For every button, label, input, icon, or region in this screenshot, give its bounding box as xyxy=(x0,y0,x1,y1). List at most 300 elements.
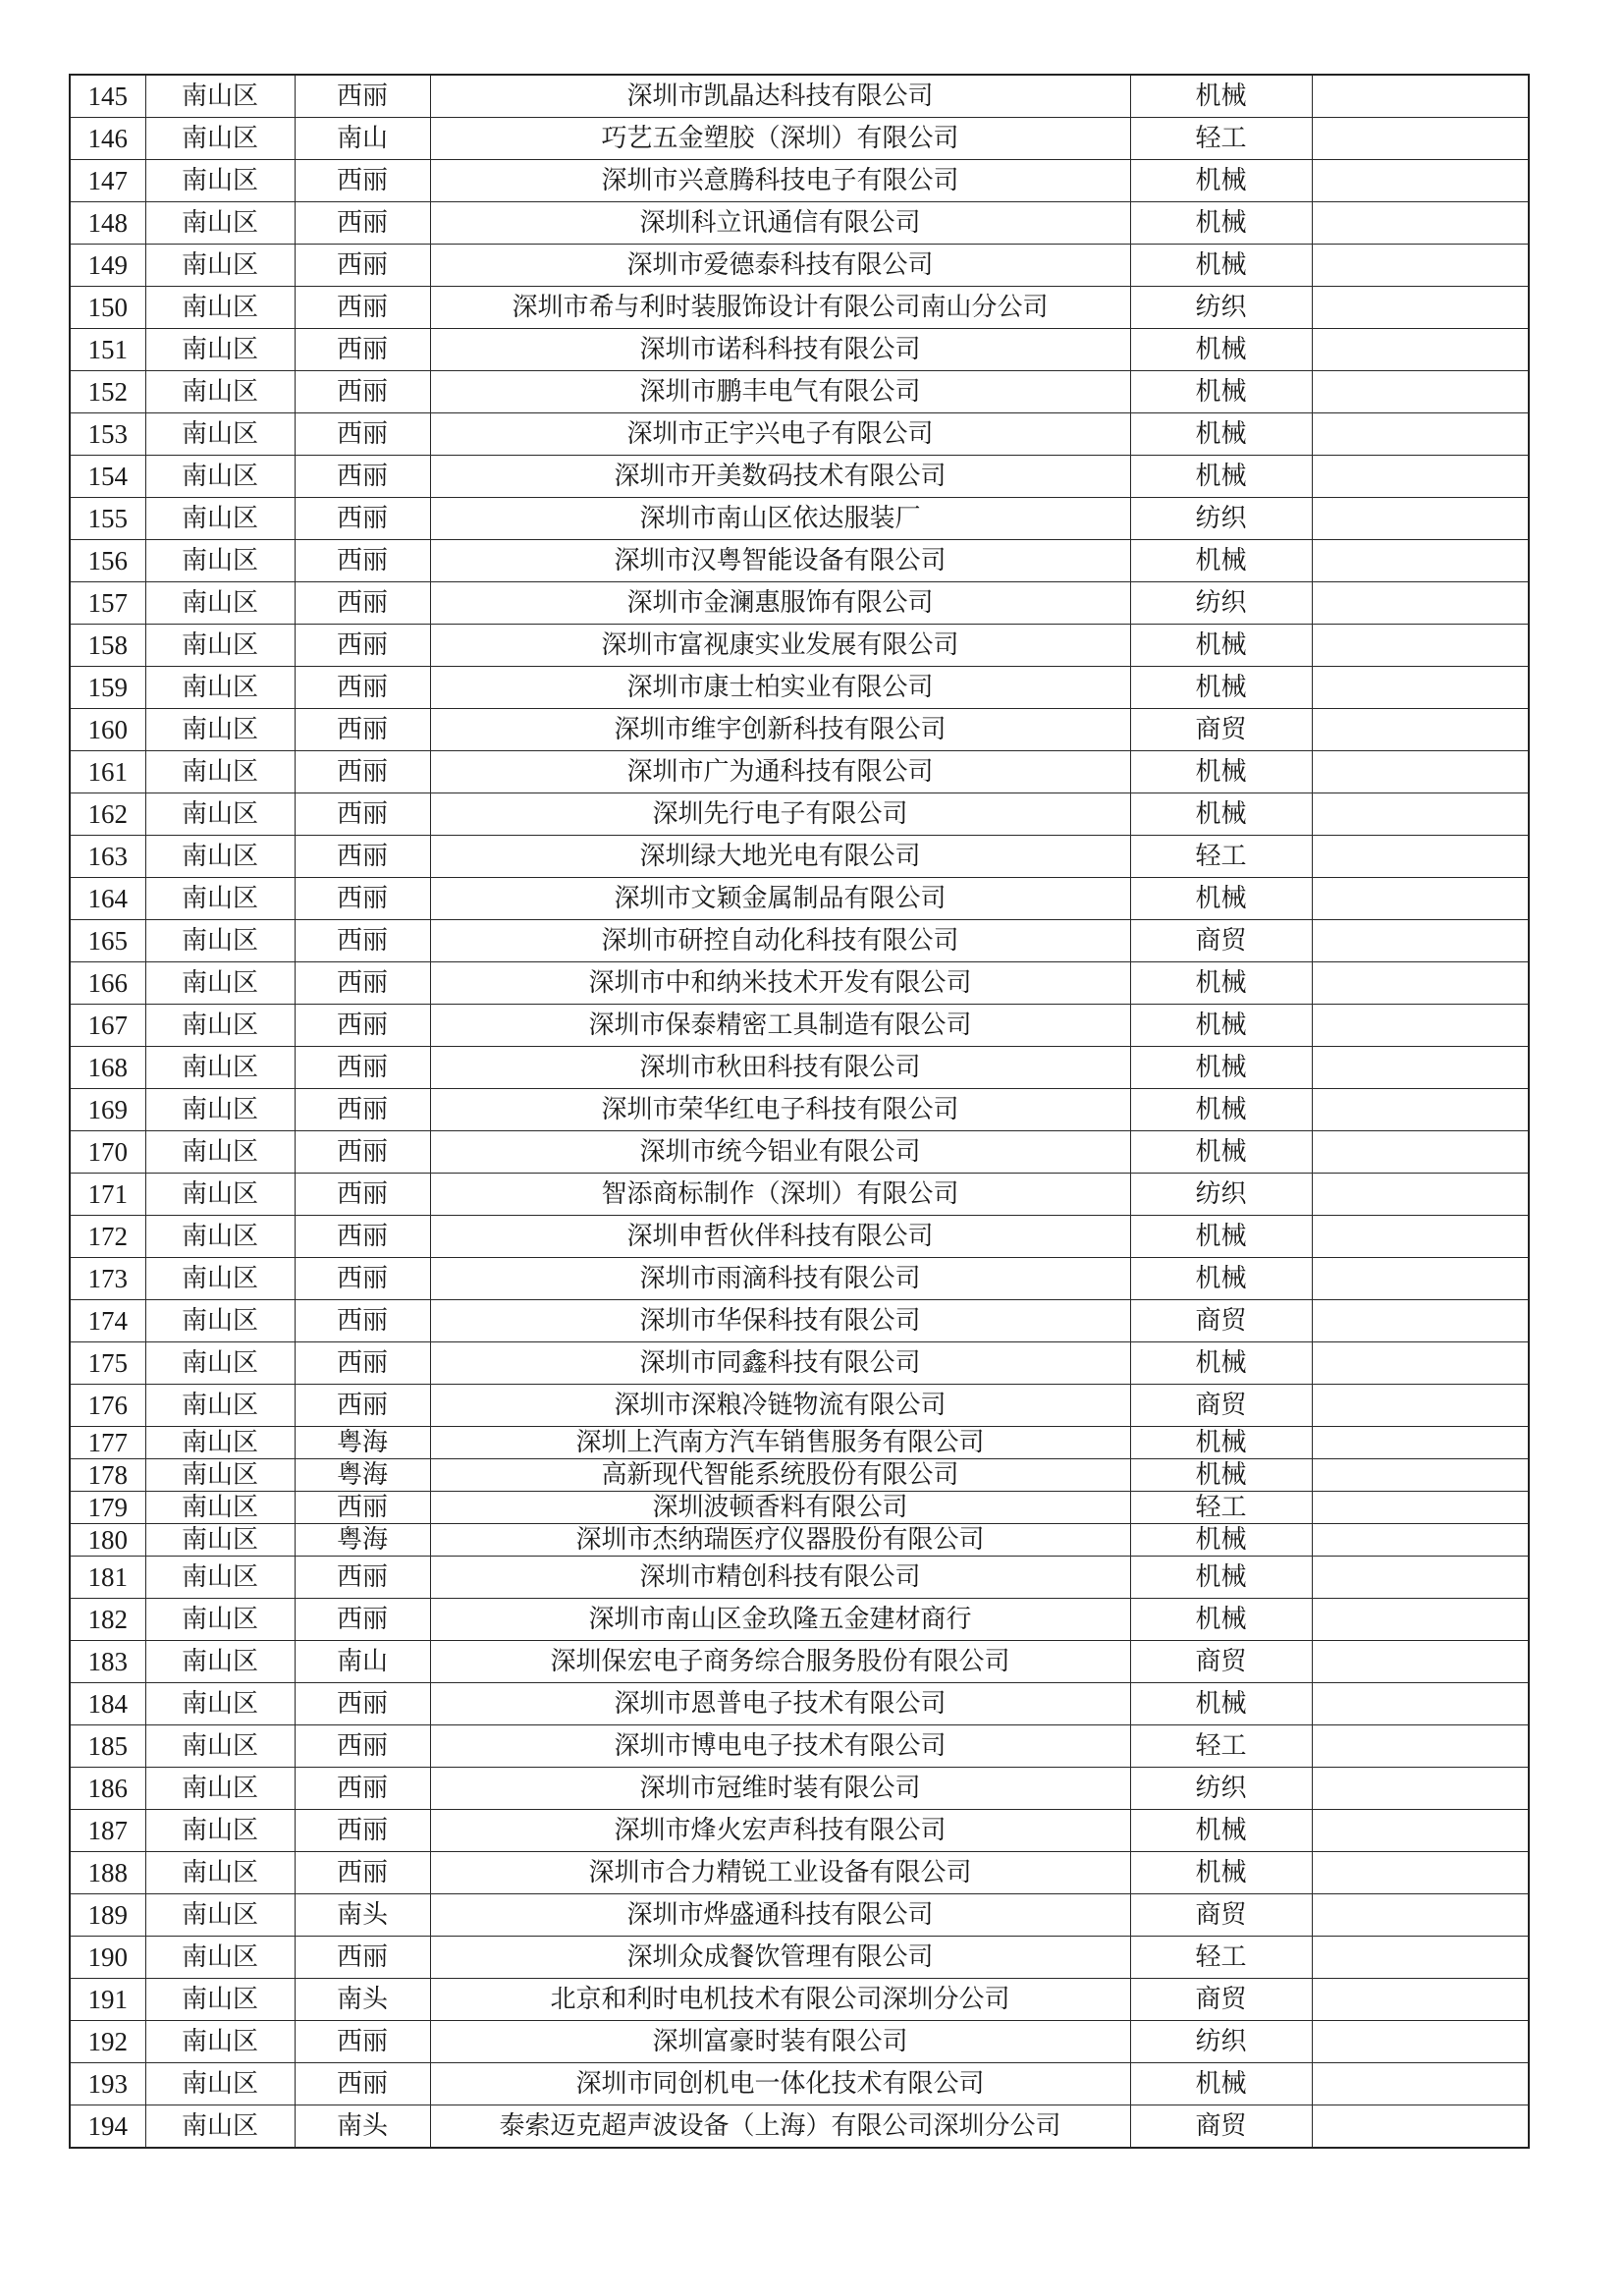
company-name-cell: 深圳市希与利时装服饰设计有限公司南山分公司 xyxy=(430,287,1130,329)
table-row xyxy=(70,1427,1529,1459)
street-cell: 西丽 xyxy=(295,1810,430,1852)
industry-cell: 机械 xyxy=(1130,1047,1312,1089)
row-number: 190 xyxy=(70,1937,145,1979)
industry-cell: 机械 xyxy=(1130,1342,1312,1385)
row-number: 147 xyxy=(70,160,145,202)
district-cell: 南山区 xyxy=(145,1683,295,1725)
row-number: 152 xyxy=(70,371,145,413)
remark-cell xyxy=(1312,1005,1529,1047)
table-row xyxy=(70,709,1529,751)
street-cell: 西丽 xyxy=(295,962,430,1005)
table-row xyxy=(70,1174,1529,1216)
company-name-cell: 深圳保宏电子商务综合服务股份有限公司 xyxy=(430,1641,1130,1683)
row-number: 181 xyxy=(70,1557,145,1599)
street-cell: 西丽 xyxy=(295,836,430,878)
district-cell: 南山区 xyxy=(145,1258,295,1300)
table-row xyxy=(70,2063,1529,2105)
row-number: 191 xyxy=(70,1979,145,2021)
company-name-cell: 深圳市广为通科技有限公司 xyxy=(430,751,1130,793)
remark-cell xyxy=(1312,1174,1529,1216)
table-row xyxy=(70,1810,1529,1852)
table-row xyxy=(70,1089,1529,1131)
row-number: 145 xyxy=(70,75,145,118)
industry-cell: 机械 xyxy=(1130,540,1312,582)
district-cell: 南山区 xyxy=(145,413,295,456)
industry-cell: 机械 xyxy=(1130,1005,1312,1047)
row-number: 160 xyxy=(70,709,145,751)
row-number: 161 xyxy=(70,751,145,793)
company-name-cell: 深圳市汉粤智能设备有限公司 xyxy=(430,540,1130,582)
table-row xyxy=(70,1852,1529,1894)
industry-cell: 商贸 xyxy=(1130,709,1312,751)
remark-cell xyxy=(1312,1641,1529,1683)
street-cell: 西丽 xyxy=(295,1852,430,1894)
remark-cell xyxy=(1312,1258,1529,1300)
remark-cell xyxy=(1312,456,1529,498)
table-row xyxy=(70,1492,1529,1524)
district-cell: 南山区 xyxy=(145,1599,295,1641)
remark-cell xyxy=(1312,75,1529,118)
industry-cell: 机械 xyxy=(1130,1852,1312,1894)
district-cell: 南山区 xyxy=(145,1427,295,1459)
table-row xyxy=(70,160,1529,202)
row-number: 150 xyxy=(70,287,145,329)
table-row xyxy=(70,118,1529,160)
industry-cell: 机械 xyxy=(1130,667,1312,709)
table-row xyxy=(70,1300,1529,1342)
street-cell: 西丽 xyxy=(295,793,430,836)
industry-cell: 机械 xyxy=(1130,793,1312,836)
district-cell: 南山区 xyxy=(145,1492,295,1524)
remark-cell xyxy=(1312,245,1529,287)
row-number: 155 xyxy=(70,498,145,540)
industry-cell: 机械 xyxy=(1130,1524,1312,1557)
table-row xyxy=(70,540,1529,582)
district-cell: 南山区 xyxy=(145,540,295,582)
table-row xyxy=(70,498,1529,540)
table-row xyxy=(70,413,1529,456)
row-number: 186 xyxy=(70,1768,145,1810)
industry-cell: 轻工 xyxy=(1130,1937,1312,1979)
company-name-cell: 深圳市恩普电子技术有限公司 xyxy=(430,1683,1130,1725)
industry-cell: 机械 xyxy=(1130,878,1312,920)
district-cell: 南山区 xyxy=(145,1894,295,1937)
remark-cell xyxy=(1312,202,1529,245)
table-row xyxy=(70,1683,1529,1725)
remark-cell xyxy=(1312,329,1529,371)
company-name-cell: 深圳市精创科技有限公司 xyxy=(430,1557,1130,1599)
street-cell: 南山 xyxy=(295,1641,430,1683)
table-row xyxy=(70,1725,1529,1768)
company-name-cell: 深圳市鹏丰电气有限公司 xyxy=(430,371,1130,413)
street-cell: 西丽 xyxy=(295,1216,430,1258)
district-cell: 南山区 xyxy=(145,582,295,625)
company-name-cell: 深圳市合力精锐工业设备有限公司 xyxy=(430,1852,1130,1894)
industry-cell: 机械 xyxy=(1130,75,1312,118)
street-cell: 西丽 xyxy=(295,1683,430,1725)
remark-cell xyxy=(1312,1131,1529,1174)
industry-cell: 机械 xyxy=(1130,1810,1312,1852)
industry-cell: 纺织 xyxy=(1130,498,1312,540)
remark-cell xyxy=(1312,160,1529,202)
table-row xyxy=(70,1047,1529,1089)
company-name-cell: 深圳申哲伙伴科技有限公司 xyxy=(430,1216,1130,1258)
company-name-cell: 泰索迈克超声波设备（上海）有限公司深圳分公司 xyxy=(430,2105,1130,2149)
company-name-cell: 北京和利时电机技术有限公司深圳分公司 xyxy=(430,1979,1130,2021)
street-cell: 西丽 xyxy=(295,1258,430,1300)
company-name-cell: 高新现代智能系统股份有限公司 xyxy=(430,1459,1130,1492)
street-cell: 西丽 xyxy=(295,582,430,625)
remark-cell xyxy=(1312,920,1529,962)
industry-cell: 机械 xyxy=(1130,1258,1312,1300)
row-number: 156 xyxy=(70,540,145,582)
remark-cell xyxy=(1312,1810,1529,1852)
row-number: 148 xyxy=(70,202,145,245)
district-cell: 南山区 xyxy=(145,498,295,540)
industry-cell: 机械 xyxy=(1130,625,1312,667)
industry-cell: 机械 xyxy=(1130,245,1312,287)
remark-cell xyxy=(1312,1300,1529,1342)
company-name-cell: 深圳市烽火宏声科技有限公司 xyxy=(430,1810,1130,1852)
district-cell: 南山区 xyxy=(145,1300,295,1342)
row-number: 178 xyxy=(70,1459,145,1492)
district-cell: 南山区 xyxy=(145,920,295,962)
company-name-cell: 深圳市深粮冷链物流有限公司 xyxy=(430,1385,1130,1427)
street-cell: 西丽 xyxy=(295,1768,430,1810)
industry-cell: 机械 xyxy=(1130,1427,1312,1459)
industry-cell: 商贸 xyxy=(1130,1641,1312,1683)
street-cell: 西丽 xyxy=(295,1342,430,1385)
table-row xyxy=(70,878,1529,920)
district-cell: 南山区 xyxy=(145,75,295,118)
street-cell: 西丽 xyxy=(295,371,430,413)
company-name-cell: 深圳市冠维时装有限公司 xyxy=(430,1768,1130,1810)
remark-cell xyxy=(1312,1937,1529,1979)
industry-cell: 机械 xyxy=(1130,1131,1312,1174)
remark-cell xyxy=(1312,1216,1529,1258)
remark-cell xyxy=(1312,498,1529,540)
table-row xyxy=(70,1768,1529,1810)
street-cell: 南头 xyxy=(295,1894,430,1937)
remark-cell xyxy=(1312,1385,1529,1427)
district-cell: 南山区 xyxy=(145,1557,295,1599)
industry-cell: 轻工 xyxy=(1130,1492,1312,1524)
remark-cell xyxy=(1312,1047,1529,1089)
street-cell: 西丽 xyxy=(295,1599,430,1641)
street-cell: 西丽 xyxy=(295,1385,430,1427)
remark-cell xyxy=(1312,962,1529,1005)
company-name-cell: 深圳市文颖金属制品有限公司 xyxy=(430,878,1130,920)
company-name-cell: 深圳众成餐饮管理有限公司 xyxy=(430,1937,1130,1979)
district-cell: 南山区 xyxy=(145,2063,295,2105)
street-cell: 西丽 xyxy=(295,1725,430,1768)
row-number: 166 xyxy=(70,962,145,1005)
row-number: 184 xyxy=(70,1683,145,1725)
company-name-cell: 深圳市爱德泰科技有限公司 xyxy=(430,245,1130,287)
remark-cell xyxy=(1312,1979,1529,2021)
row-number: 177 xyxy=(70,1427,145,1459)
company-name-cell: 深圳市荣华红电子科技有限公司 xyxy=(430,1089,1130,1131)
remark-cell xyxy=(1312,2063,1529,2105)
row-number: 192 xyxy=(70,2021,145,2063)
industry-cell: 轻工 xyxy=(1130,1725,1312,1768)
table-row xyxy=(70,1557,1529,1599)
industry-cell: 轻工 xyxy=(1130,118,1312,160)
row-number: 193 xyxy=(70,2063,145,2105)
remark-cell xyxy=(1312,1427,1529,1459)
remark-cell xyxy=(1312,1768,1529,1810)
table-row xyxy=(70,1005,1529,1047)
street-cell: 西丽 xyxy=(295,498,430,540)
table-row xyxy=(70,1342,1529,1385)
remark-cell xyxy=(1312,1599,1529,1641)
industry-cell: 商贸 xyxy=(1130,920,1312,962)
table-row xyxy=(70,920,1529,962)
industry-cell: 机械 xyxy=(1130,1459,1312,1492)
district-cell: 南山区 xyxy=(145,1216,295,1258)
industry-cell: 机械 xyxy=(1130,1557,1312,1599)
industry-cell: 纺织 xyxy=(1130,582,1312,625)
remark-cell xyxy=(1312,287,1529,329)
table-row xyxy=(70,1599,1529,1641)
industry-cell: 机械 xyxy=(1130,202,1312,245)
district-cell: 南山区 xyxy=(145,962,295,1005)
row-number: 169 xyxy=(70,1089,145,1131)
district-cell: 南山区 xyxy=(145,1852,295,1894)
company-name-cell: 深圳市南山区金玖隆五金建材商行 xyxy=(430,1599,1130,1641)
district-cell: 南山区 xyxy=(145,1047,295,1089)
district-cell: 南山区 xyxy=(145,1385,295,1427)
street-cell: 西丽 xyxy=(295,160,430,202)
industry-cell: 机械 xyxy=(1130,1089,1312,1131)
industry-cell: 机械 xyxy=(1130,329,1312,371)
company-name-cell: 深圳市雨滴科技有限公司 xyxy=(430,1258,1130,1300)
street-cell: 西丽 xyxy=(295,1089,430,1131)
industry-cell: 机械 xyxy=(1130,160,1312,202)
company-name-cell: 深圳市秋田科技有限公司 xyxy=(430,1047,1130,1089)
street-cell: 西丽 xyxy=(295,329,430,371)
company-name-cell: 深圳市维宇创新科技有限公司 xyxy=(430,709,1130,751)
company-name-cell: 巧艺五金塑胶（深圳）有限公司 xyxy=(430,118,1130,160)
table-row xyxy=(70,1524,1529,1557)
industry-cell: 机械 xyxy=(1130,1683,1312,1725)
company-name-cell: 深圳市烨盛通科技有限公司 xyxy=(430,1894,1130,1937)
table-row xyxy=(70,582,1529,625)
row-number: 171 xyxy=(70,1174,145,1216)
table-row xyxy=(70,1979,1529,2021)
row-number: 183 xyxy=(70,1641,145,1683)
district-cell: 南山区 xyxy=(145,1089,295,1131)
street-cell: 西丽 xyxy=(295,2021,430,2063)
industry-cell: 商贸 xyxy=(1130,1894,1312,1937)
street-cell: 西丽 xyxy=(295,1047,430,1089)
row-number: 194 xyxy=(70,2105,145,2149)
company-name-cell: 深圳波顿香料有限公司 xyxy=(430,1492,1130,1524)
industry-cell: 机械 xyxy=(1130,2063,1312,2105)
table-row xyxy=(70,751,1529,793)
industry-cell: 商贸 xyxy=(1130,1385,1312,1427)
company-name-cell: 深圳市诺科科技有限公司 xyxy=(430,329,1130,371)
row-number: 182 xyxy=(70,1599,145,1641)
company-name-cell: 深圳上汽南方汽车销售服务有限公司 xyxy=(430,1427,1130,1459)
table-row xyxy=(70,836,1529,878)
district-cell: 南山区 xyxy=(145,1459,295,1492)
table-body xyxy=(70,75,1529,2148)
street-cell: 西丽 xyxy=(295,1005,430,1047)
district-cell: 南山区 xyxy=(145,456,295,498)
remark-cell xyxy=(1312,1524,1529,1557)
district-cell: 南山区 xyxy=(145,1005,295,1047)
row-number: 172 xyxy=(70,1216,145,1258)
remark-cell xyxy=(1312,1894,1529,1937)
district-cell: 南山区 xyxy=(145,245,295,287)
company-name-cell: 深圳市中和纳米技术开发有限公司 xyxy=(430,962,1130,1005)
row-number: 163 xyxy=(70,836,145,878)
company-name-cell: 深圳市康士柏实业有限公司 xyxy=(430,667,1130,709)
company-list-table xyxy=(69,74,1530,2149)
street-cell: 西丽 xyxy=(295,1300,430,1342)
remark-cell xyxy=(1312,1342,1529,1385)
street-cell: 西丽 xyxy=(295,1492,430,1524)
district-cell: 南山区 xyxy=(145,329,295,371)
street-cell: 西丽 xyxy=(295,413,430,456)
row-number: 164 xyxy=(70,878,145,920)
company-name-cell: 深圳市凯晶达科技有限公司 xyxy=(430,75,1130,118)
industry-cell: 纺织 xyxy=(1130,1174,1312,1216)
street-cell: 西丽 xyxy=(295,287,430,329)
district-cell: 南山区 xyxy=(145,2105,295,2149)
row-number: 146 xyxy=(70,118,145,160)
district-cell: 南山区 xyxy=(145,371,295,413)
row-number: 170 xyxy=(70,1131,145,1174)
district-cell: 南山区 xyxy=(145,202,295,245)
table-row xyxy=(70,1459,1529,1492)
industry-cell: 纺织 xyxy=(1130,2021,1312,2063)
table-row xyxy=(70,1894,1529,1937)
street-cell: 西丽 xyxy=(295,1557,430,1599)
district-cell: 南山区 xyxy=(145,118,295,160)
street-cell: 粤海 xyxy=(295,1524,430,1557)
remark-cell xyxy=(1312,1557,1529,1599)
company-name-cell: 深圳市金澜惠服饰有限公司 xyxy=(430,582,1130,625)
industry-cell: 商贸 xyxy=(1130,2105,1312,2149)
table-row xyxy=(70,1385,1529,1427)
district-cell: 南山区 xyxy=(145,1524,295,1557)
company-name-cell: 深圳市同创机电一体化技术有限公司 xyxy=(430,2063,1130,2105)
row-number: 162 xyxy=(70,793,145,836)
street-cell: 西丽 xyxy=(295,625,430,667)
table-row xyxy=(70,1131,1529,1174)
street-cell: 西丽 xyxy=(295,245,430,287)
street-cell: 西丽 xyxy=(295,1174,430,1216)
street-cell: 粤海 xyxy=(295,1427,430,1459)
industry-cell: 纺织 xyxy=(1130,287,1312,329)
industry-cell: 纺织 xyxy=(1130,1768,1312,1810)
company-name-cell: 深圳市统今铝业有限公司 xyxy=(430,1131,1130,1174)
company-name-cell: 深圳市博电电子技术有限公司 xyxy=(430,1725,1130,1768)
remark-cell xyxy=(1312,625,1529,667)
remark-cell xyxy=(1312,2021,1529,2063)
industry-cell: 机械 xyxy=(1130,456,1312,498)
district-cell: 南山区 xyxy=(145,1641,295,1683)
remark-cell xyxy=(1312,793,1529,836)
row-number: 158 xyxy=(70,625,145,667)
row-number: 185 xyxy=(70,1725,145,1768)
remark-cell xyxy=(1312,413,1529,456)
street-cell: 西丽 xyxy=(295,920,430,962)
company-name-cell: 深圳市保泰精密工具制造有限公司 xyxy=(430,1005,1130,1047)
row-number: 174 xyxy=(70,1300,145,1342)
street-cell: 西丽 xyxy=(295,2063,430,2105)
row-number: 168 xyxy=(70,1047,145,1089)
street-cell: 西丽 xyxy=(295,667,430,709)
district-cell: 南山区 xyxy=(145,709,295,751)
remark-cell xyxy=(1312,1089,1529,1131)
remark-cell xyxy=(1312,1683,1529,1725)
district-cell: 南山区 xyxy=(145,160,295,202)
table-row xyxy=(70,287,1529,329)
industry-cell: 机械 xyxy=(1130,413,1312,456)
district-cell: 南山区 xyxy=(145,287,295,329)
street-cell: 西丽 xyxy=(295,1937,430,1979)
row-number: 179 xyxy=(70,1492,145,1524)
district-cell: 南山区 xyxy=(145,878,295,920)
company-name-cell: 深圳市开美数码技术有限公司 xyxy=(430,456,1130,498)
remark-cell xyxy=(1312,371,1529,413)
row-number: 154 xyxy=(70,456,145,498)
row-number: 188 xyxy=(70,1852,145,1894)
table-row xyxy=(70,2105,1529,2149)
industry-cell: 机械 xyxy=(1130,371,1312,413)
industry-cell: 轻工 xyxy=(1130,836,1312,878)
industry-cell: 机械 xyxy=(1130,962,1312,1005)
industry-cell: 机械 xyxy=(1130,1599,1312,1641)
district-cell: 南山区 xyxy=(145,793,295,836)
table-row xyxy=(70,793,1529,836)
street-cell: 西丽 xyxy=(295,1131,430,1174)
street-cell: 西丽 xyxy=(295,540,430,582)
street-cell: 西丽 xyxy=(295,202,430,245)
table-row xyxy=(70,329,1529,371)
company-name-cell: 深圳市正宇兴电子有限公司 xyxy=(430,413,1130,456)
row-number: 157 xyxy=(70,582,145,625)
street-cell: 南头 xyxy=(295,2105,430,2149)
company-name-cell: 深圳市南山区依达服装厂 xyxy=(430,498,1130,540)
district-cell: 南山区 xyxy=(145,1768,295,1810)
row-number: 187 xyxy=(70,1810,145,1852)
table-row xyxy=(70,371,1529,413)
row-number: 189 xyxy=(70,1894,145,1937)
table-row xyxy=(70,1216,1529,1258)
company-name-cell: 深圳科立讯通信有限公司 xyxy=(430,202,1130,245)
district-cell: 南山区 xyxy=(145,1725,295,1768)
street-cell: 西丽 xyxy=(295,751,430,793)
remark-cell xyxy=(1312,751,1529,793)
row-number: 173 xyxy=(70,1258,145,1300)
remark-cell xyxy=(1312,709,1529,751)
company-name-cell: 深圳市研控自动化科技有限公司 xyxy=(430,920,1130,962)
table-row xyxy=(70,2021,1529,2063)
remark-cell xyxy=(1312,118,1529,160)
district-cell: 南山区 xyxy=(145,667,295,709)
company-name-cell: 深圳市兴意腾科技电子有限公司 xyxy=(430,160,1130,202)
remark-cell xyxy=(1312,1459,1529,1492)
street-cell: 南头 xyxy=(295,1979,430,2021)
street-cell: 西丽 xyxy=(295,878,430,920)
row-number: 180 xyxy=(70,1524,145,1557)
street-cell: 西丽 xyxy=(295,75,430,118)
row-number: 151 xyxy=(70,329,145,371)
